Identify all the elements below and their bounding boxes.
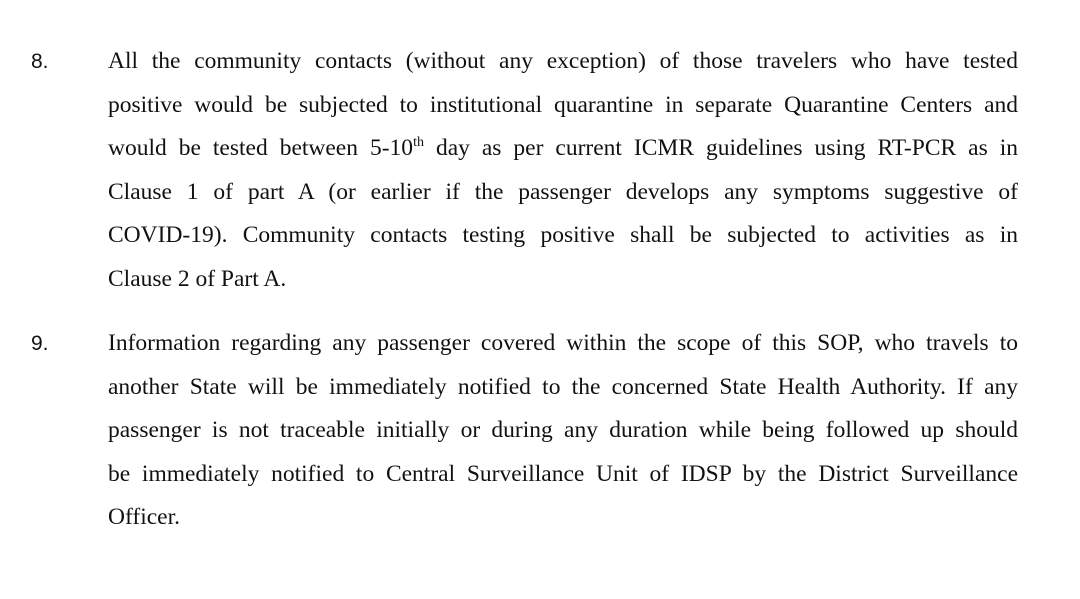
text-line: another State will be immediately notified to the concerned State Health Authority. If any — [108, 373, 1018, 400]
superscript-ordinal: th — [413, 135, 424, 150]
text-line: positive would be subjected to institutional quarantine in separate Quarantine Centers and — [108, 91, 1018, 118]
text-line: passenger is not traceable initially or during any duration while being followed up should — [108, 417, 1018, 443]
clause-text — [108, 40, 1018, 301]
text-line: Clause 2 of Part A. — [108, 265, 287, 292]
clause-number: 8. — [31, 50, 49, 73]
clause-number: 9. — [31, 332, 49, 355]
text-line: be immediately notified to Central Surveillance Unit of IDSP by the District Surveillance — [108, 460, 1018, 487]
text-line: Clause 1 of part A (or earlier if the passenger develops any symptoms suggestive of — [108, 178, 1018, 205]
text-fragment: day as per current ICMR guidelines using RT-PCR as in — [423, 135, 1018, 161]
text-fragment: would be tested between 5-10 — [108, 135, 414, 161]
text-line: COVID-19). Community contacts testing positive shall be subjected to activities as in — [108, 222, 1018, 248]
text-line: Officer. — [108, 504, 180, 530]
text-line: All the community contacts (without any exception) of those travelers who have tested — [108, 48, 1018, 74]
clause-text — [108, 322, 1018, 540]
text-line — [108, 127, 1018, 171]
text-line: Information regarding any passenger covered within the scope of this SOP, who travels to — [108, 330, 1018, 356]
